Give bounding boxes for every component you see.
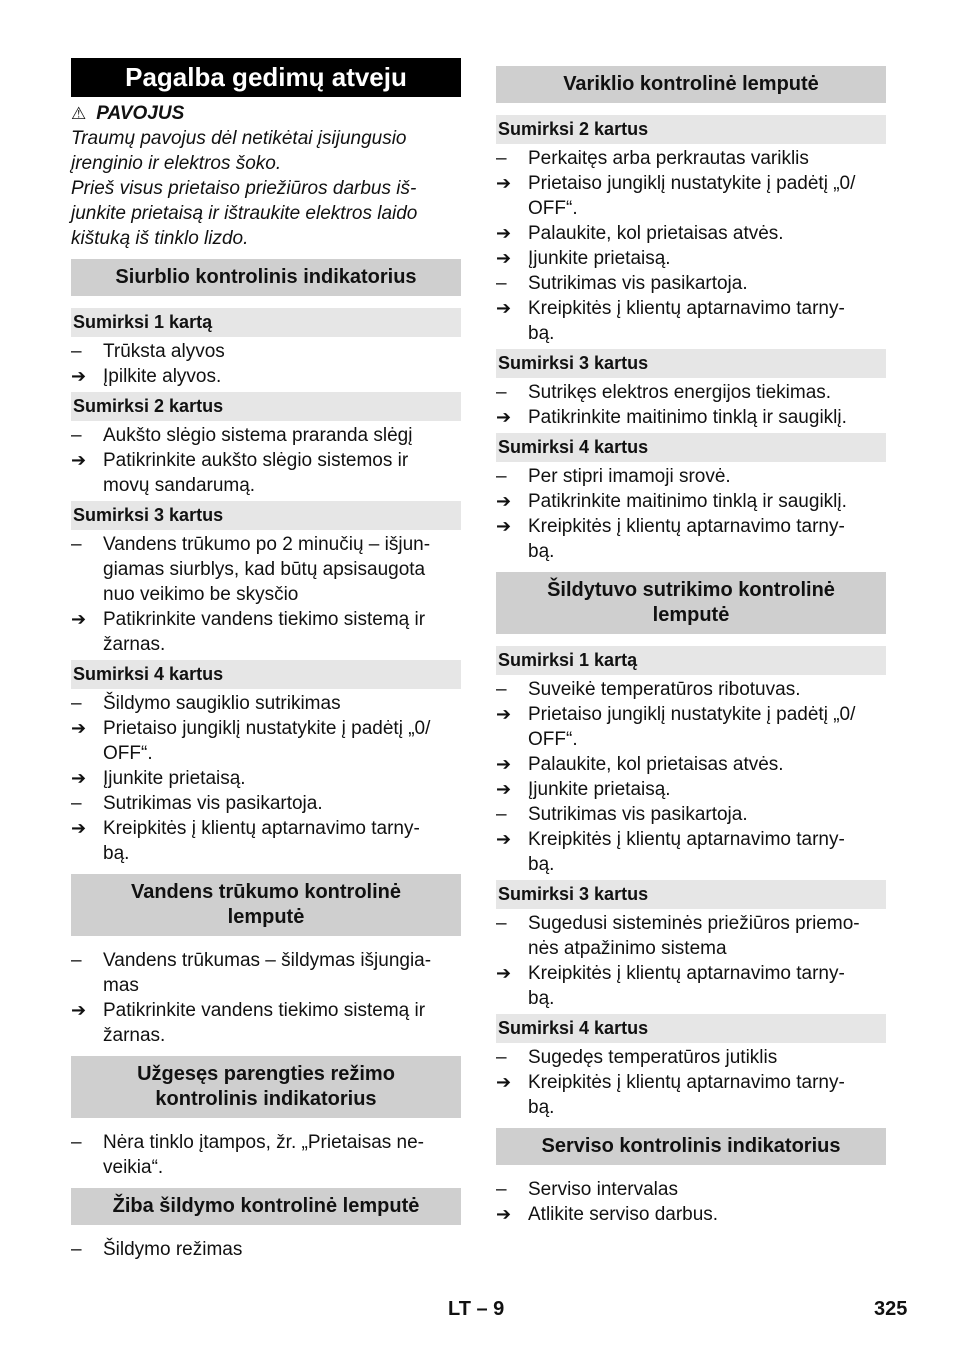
dash-icon: – <box>71 950 82 971</box>
action-item <box>496 246 886 271</box>
item-line: movų sandarumą. <box>103 475 256 496</box>
item-line: Patikrinkite vandens tiekimo sistemą ir <box>103 1000 426 1021</box>
item-text <box>528 514 886 564</box>
item-text <box>528 911 886 961</box>
cause-item <box>496 911 886 961</box>
cause-item <box>496 380 886 405</box>
danger-heading <box>71 101 461 126</box>
subheading: Sumirksi 4 kartus <box>496 1014 886 1043</box>
cause-item <box>496 464 886 489</box>
item-line: bą. <box>103 843 130 864</box>
arrow-right-icon: ➔ <box>496 298 512 318</box>
danger-text <box>71 126 461 251</box>
item-text <box>103 339 461 364</box>
item-line: Patikrinkite aukšto slėgio sistemos ir <box>103 450 409 471</box>
item-line: Kreipkitės į klientų aptarnavimo tarny- <box>528 829 845 850</box>
arrow-right-icon: ➔ <box>496 491 512 511</box>
item-line: žarnas. <box>103 1025 166 1046</box>
arrow-right-icon: ➔ <box>496 516 512 536</box>
item-text <box>528 702 886 752</box>
danger-line: junkite prietaisą ir ištraukite elektros laido <box>71 203 418 224</box>
danger-line: įrenginio ir elektros šoko. <box>71 153 282 174</box>
section-heading: Siurblio kontrolinis indikatorius <box>71 259 461 296</box>
action-item <box>71 998 461 1048</box>
item-line: Prietaiso jungiklį nustatykite į padėtį „0/ <box>103 718 431 739</box>
item-line: Kreipkitės į klientų aptarnavimo tarny- <box>528 516 845 537</box>
section-heading <box>71 1056 461 1118</box>
item-line: Atlikite serviso darbus. <box>528 1204 719 1225</box>
section-heading <box>71 874 461 936</box>
item-line: Įpilkite alyvos. <box>103 366 222 387</box>
subheading: Sumirksi 3 kartus <box>496 880 886 909</box>
cause-item <box>71 691 461 716</box>
item-line: Kreipkitės į klientų aptarnavimo tarny- <box>528 1072 845 1093</box>
section-heading: Serviso kontrolinis indikatorius <box>496 1128 886 1165</box>
item-line: mas <box>103 975 139 996</box>
action-item <box>496 514 886 564</box>
item-line: Kreipkitės į klientų aptarnavimo tarny- <box>528 298 845 319</box>
item-text <box>528 1202 886 1227</box>
dash-icon: – <box>496 382 507 403</box>
action-item <box>71 448 461 498</box>
action-item <box>496 702 886 752</box>
item-text <box>528 464 886 489</box>
subheading: Sumirksi 3 kartus <box>71 501 461 530</box>
cause-item <box>496 677 886 702</box>
item-line: OFF“. <box>103 743 153 764</box>
item-text <box>528 1070 886 1120</box>
item-line: Įjunkite prietaisą. <box>528 779 671 800</box>
item-line: Sutrikimas vis pasikartoja. <box>528 273 748 294</box>
action-item <box>496 777 886 802</box>
page-title: Pagalba gedimų atveju <box>71 58 461 97</box>
right-content <box>496 66 886 1227</box>
action-item <box>496 489 886 514</box>
item-line: Suveikė temperatūros ribotuvas. <box>528 679 801 700</box>
item-line: OFF“. <box>528 198 578 219</box>
subheading: Sumirksi 4 kartus <box>71 660 461 689</box>
item-line: Per stipri imamoji srovė. <box>528 466 731 487</box>
item-line: Kreipkitės į klientų aptarnavimo tarny- <box>103 818 420 839</box>
subheading: Sumirksi 3 kartus <box>496 349 886 378</box>
item-text <box>103 791 461 816</box>
dash-icon: – <box>496 1179 507 1200</box>
item-line: Vandens trūkumas – šildymas išjungia- <box>103 950 432 971</box>
action-item <box>496 827 886 877</box>
arrow-right-icon: ➔ <box>71 366 87 386</box>
item-line: Sutrikimas vis pasikartoja. <box>528 804 748 825</box>
dash-icon: – <box>71 1132 82 1153</box>
item-line: Sugedęs temperatūros jutiklis <box>528 1047 778 1068</box>
item-line: Palaukite, kol prietaisas atvės. <box>528 754 784 775</box>
item-text <box>103 816 461 866</box>
dash-icon: – <box>496 273 507 294</box>
action-item <box>496 405 886 430</box>
item-text <box>528 1045 886 1070</box>
action-item <box>496 171 886 221</box>
action-item <box>71 607 461 657</box>
item-line: nuo veikimo be skysčio <box>103 584 299 605</box>
subheading: Sumirksi 2 kartus <box>71 392 461 421</box>
dash-icon: – <box>496 466 507 487</box>
item-line: OFF“. <box>528 729 578 750</box>
arrow-right-icon: ➔ <box>496 407 512 427</box>
item-line: Prietaiso jungiklį nustatykite į padėtį „0/ <box>528 173 856 194</box>
dash-icon: – <box>71 1239 82 1260</box>
cause-item <box>71 423 461 448</box>
item-line: Sugedusi sisteminės priežiūros priemo- <box>528 913 860 934</box>
warning-triangle-icon: ⚠ <box>71 104 87 123</box>
item-text <box>528 489 886 514</box>
item-text <box>528 802 886 827</box>
danger-line: Prieš visus prietaiso priežiūros darbus iš- <box>71 178 417 199</box>
cause-item <box>496 271 886 296</box>
cause-item <box>496 1177 886 1202</box>
section-heading-line: Šildytuvo sutrikimo kontrolinė <box>547 579 835 601</box>
item-line: Serviso intervalas <box>528 1179 678 1200</box>
item-text <box>528 1177 886 1202</box>
arrow-right-icon: ➔ <box>71 818 87 838</box>
footer-section-label: LT – 9 <box>448 1298 505 1320</box>
item-line: bą. <box>528 323 555 344</box>
arrow-right-icon: ➔ <box>71 768 87 788</box>
danger-line: Traumų pavojus dėl netikėtai įsijungusio <box>71 128 407 149</box>
left-content <box>71 259 461 1262</box>
item-line: Nėra tinklo įtampos, žr. „Prietaisas ne- <box>103 1132 425 1153</box>
section-heading-line: lemputė <box>652 604 730 626</box>
item-line: Patikrinkite maitinimo tinklą ir saugiklį. <box>528 407 847 428</box>
item-text <box>528 171 886 221</box>
arrow-right-icon: ➔ <box>496 1072 512 1092</box>
item-line: Patikrinkite maitinimo tinklą ir saugiklį. <box>528 491 847 512</box>
item-line: bą. <box>528 988 555 1009</box>
item-text <box>528 296 886 346</box>
item-line: veikia“. <box>103 1157 164 1178</box>
page-number: 325 <box>874 1298 908 1320</box>
item-line: Šildymo saugiklio sutrikimas <box>103 693 341 714</box>
item-line: Vandens trūkumo po 2 minučių – išjun- <box>103 534 431 555</box>
subheading: Sumirksi 4 kartus <box>496 433 886 462</box>
item-text <box>528 221 886 246</box>
item-text <box>103 532 461 607</box>
item-text <box>103 998 461 1048</box>
arrow-right-icon: ➔ <box>496 704 512 724</box>
danger-label: PAVOJUS <box>96 103 185 124</box>
right-column <box>496 58 886 1227</box>
section-heading: Variklio kontrolinė lemputė <box>496 66 886 103</box>
section-heading: Žiba šildymo kontrolinė lemputė <box>71 1188 461 1225</box>
item-text <box>103 691 461 716</box>
item-text <box>528 271 886 296</box>
action-item <box>496 296 886 346</box>
cause-item <box>496 802 886 827</box>
item-text <box>103 448 461 498</box>
subheading: Sumirksi 1 kartą <box>71 308 461 337</box>
item-line: Palaukite, kol prietaisas atvės. <box>528 223 784 244</box>
arrow-right-icon: ➔ <box>496 173 512 193</box>
arrow-right-icon: ➔ <box>71 450 87 470</box>
item-line: Įjunkite prietaisą. <box>103 768 246 789</box>
arrow-right-icon: ➔ <box>496 829 512 849</box>
cause-item <box>71 791 461 816</box>
item-line: Prietaiso jungiklį nustatykite į padėtį „0/ <box>528 704 856 725</box>
arrow-right-icon: ➔ <box>496 248 512 268</box>
danger-line: kištuką iš tinklo lizdo. <box>71 228 249 249</box>
item-line: Sutrikimas vis pasikartoja. <box>103 793 323 814</box>
item-line: Įjunkite prietaisą. <box>528 248 671 269</box>
section-heading-line: Užgesęs parengties režimo <box>137 1063 395 1085</box>
cause-item <box>71 532 461 607</box>
action-item <box>71 766 461 791</box>
action-item <box>496 221 886 246</box>
arrow-right-icon: ➔ <box>71 609 87 629</box>
section-heading-line: lemputė <box>227 906 305 928</box>
cause-item <box>496 1045 886 1070</box>
item-text <box>103 607 461 657</box>
arrow-right-icon: ➔ <box>71 1000 87 1020</box>
action-item <box>71 364 461 389</box>
item-text <box>528 380 886 405</box>
item-line: Kreipkitės į klientų aptarnavimo tarny- <box>528 963 845 984</box>
item-line: Sutrikęs elektros energijos tiekimas. <box>528 382 832 403</box>
item-text <box>528 752 886 777</box>
item-text <box>528 405 886 430</box>
item-text <box>528 677 886 702</box>
subheading: Sumirksi 1 kartą <box>496 646 886 675</box>
dash-icon: – <box>71 693 82 714</box>
section-heading <box>496 572 886 634</box>
dash-icon: – <box>71 341 82 362</box>
item-text <box>103 948 461 998</box>
item-line: giamas siurblys, kad būtų apsisaugota <box>103 559 426 580</box>
item-line: nės atpažinimo sistema <box>528 938 727 959</box>
dash-icon: – <box>71 425 82 446</box>
action-item <box>496 1070 886 1120</box>
item-line: Aukšto slėgio sistema praranda slėgį <box>103 425 413 446</box>
item-text <box>103 1130 461 1180</box>
item-text <box>103 1237 461 1262</box>
item-text <box>103 423 461 448</box>
action-item <box>71 816 461 866</box>
item-text <box>103 364 461 389</box>
dash-icon: – <box>496 1047 507 1068</box>
item-text <box>103 716 461 766</box>
item-text <box>528 777 886 802</box>
item-text <box>528 961 886 1011</box>
item-text <box>528 146 886 171</box>
action-item <box>496 961 886 1011</box>
action-item <box>496 1202 886 1227</box>
dash-icon: – <box>71 534 82 555</box>
cause-item <box>71 948 461 998</box>
item-text <box>528 827 886 877</box>
action-item <box>71 716 461 766</box>
arrow-right-icon: ➔ <box>496 779 512 799</box>
arrow-right-icon: ➔ <box>496 223 512 243</box>
item-line: žarnas. <box>103 634 166 655</box>
item-text <box>103 766 461 791</box>
dash-icon: – <box>71 793 82 814</box>
left-column <box>71 58 461 1262</box>
item-line: Perkaitęs arba perkrautas variklis <box>528 148 809 169</box>
arrow-right-icon: ➔ <box>496 754 512 774</box>
cause-item <box>71 1130 461 1180</box>
cause-item <box>71 339 461 364</box>
dash-icon: – <box>496 804 507 825</box>
dash-icon: – <box>496 148 507 169</box>
item-text <box>528 246 886 271</box>
dash-icon: – <box>496 679 507 700</box>
item-line: bą. <box>528 541 555 562</box>
item-line: Patikrinkite vandens tiekimo sistemą ir <box>103 609 426 630</box>
section-heading-line: Vandens trūkumo kontrolinė <box>130 881 402 903</box>
action-item <box>496 752 886 777</box>
arrow-right-icon: ➔ <box>496 963 512 983</box>
item-line: Šildymo režimas <box>103 1239 243 1260</box>
cause-item <box>496 146 886 171</box>
item-line: bą. <box>528 854 555 875</box>
arrow-right-icon: ➔ <box>71 718 87 738</box>
item-line: bą. <box>528 1097 555 1118</box>
cause-item <box>71 1237 461 1262</box>
section-heading-line: kontrolinis indikatorius <box>155 1088 377 1110</box>
subheading: Sumirksi 2 kartus <box>496 115 886 144</box>
item-line: Trūksta alyvos <box>103 341 225 362</box>
arrow-right-icon: ➔ <box>496 1204 512 1224</box>
dash-icon: – <box>496 913 507 934</box>
